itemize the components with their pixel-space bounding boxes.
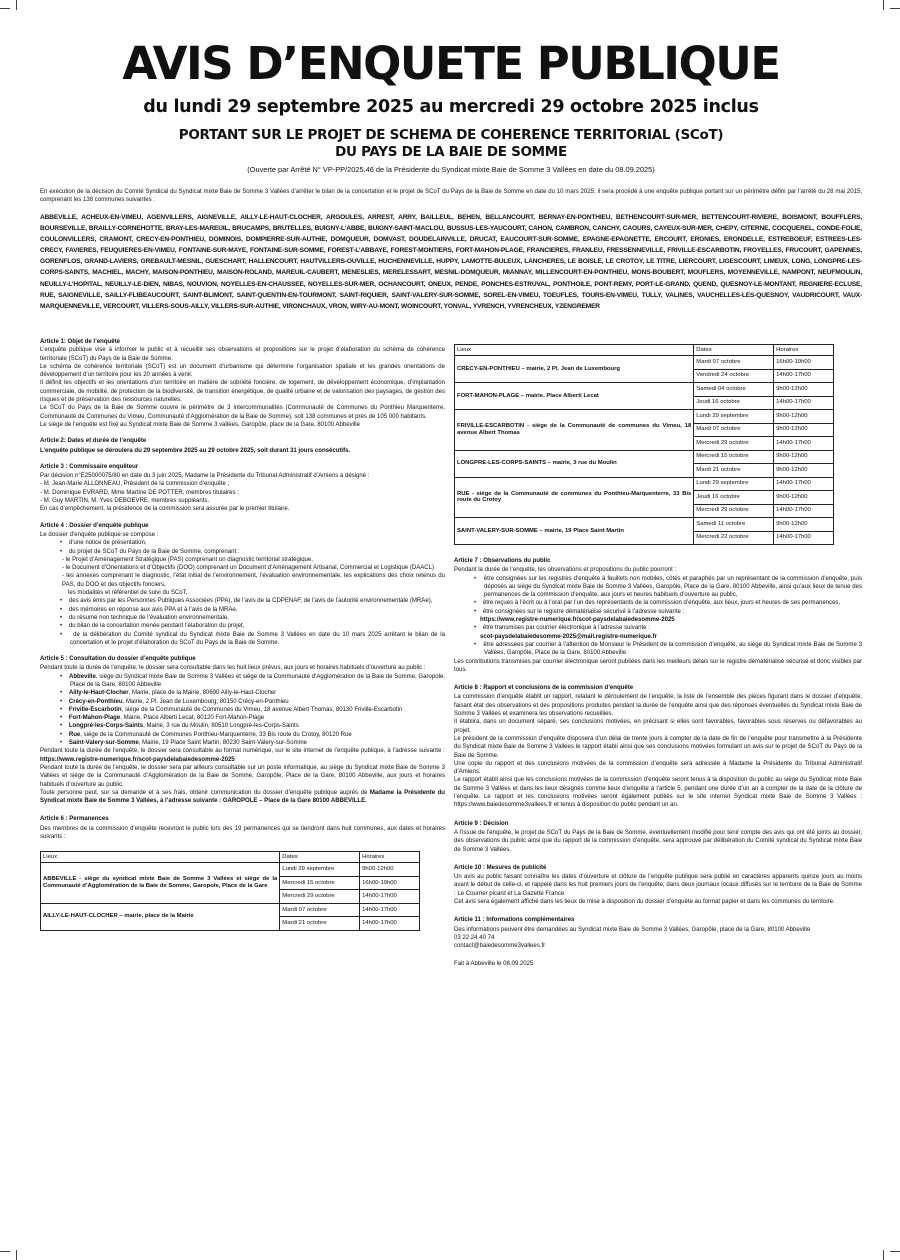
header-dates: Dates	[280, 852, 360, 863]
date-cell: Samedi 11 octobre	[694, 518, 774, 532]
lieu-cell: ABBEVILLE - siège du syndicat mixte Baie de Somme 3 Vallées et siège de la Communauté d’Agglomération de la Baie de Somme, Garopole, Place de la Gare	[41, 863, 280, 904]
date-cell: Mardi 07 octobre	[280, 903, 360, 917]
article-1-p1: L’enquête publique vise à informer le public et à recueillir ses observations et propositions sur le projet d’élaboration du schéma de cohérence territoriale (SCoT) du Pays de la Baie de Somme.	[40, 347, 445, 362]
list-item: • Fort-Mahon-Plage, Mairie, Place Alberti Lecat, 80120 Fort-Mahon-Plage	[60, 715, 265, 722]
table-row	[455, 450, 834, 464]
right-column	[454, 344, 862, 969]
article-1-p5: Le siège de l’enquête est fixé au Syndicat mixte Baie de Somme 3 vallées, Garopôle, place de la Gare, 80100 Abbeville	[40, 421, 361, 428]
list-item: • être reçues à l’écrit ou à l’oral par l’un des représentants de la commission d’enquête, aux lieux, jours et heures de ses permanences,	[474, 600, 841, 607]
horaire-cell: 14h00-17h00	[774, 531, 834, 545]
article-3-p2: - M. Jean-Marie ALLONNEAU, Président de la commission d’enquête ;	[40, 481, 230, 488]
article-3-p5: En cas d’empêchement, la présidence de la commission sera assurée par le premier titulaire.	[40, 506, 290, 513]
horaire-cell: 9h00-12h00	[774, 423, 834, 437]
horaire-cell: 14h00-17h00	[774, 437, 834, 451]
horaire-cell: 9h00-12h00	[774, 383, 834, 397]
list-item: • Friville-Escarbotin, siège de la Communauté de Communes du Vimeu, 18 avenue Albert Thomas, 80130 Friville-Escarbotin	[60, 706, 403, 713]
date-cell: Lundi 29 septembre	[694, 410, 774, 424]
date-cell: Vendredi 24 octobre	[694, 369, 774, 383]
date-cell: Mercredi 22 octobre	[694, 531, 774, 545]
date-cell: Mardi 21 octobre	[694, 464, 774, 478]
article-3-p1: Par décision n°E25000075/80 en date du 3 juin 2025, Madame la Présidente du Tribunal Administratif d’Amiens a désigné :	[40, 473, 370, 480]
communes-list: ABBEVILLE, ACHEUX-EN-VIMEU, AGENVILLERS, AIGNEVILLE, AILLY-LE-HAUT-CLOCHER, ARGOULES, ARREST, ARRY, BAILLEUL, BEHEN, BELLANCOURT, BERNAY-EN-PONTHIEU, BETHENCOURT-SUR-MER, BETTENCOURT-RIVIERE, BOISMONT, BOUFFLERS, BOURSEVILLE, BRAILLY-CORNEHOTTE, BRAY-LES-MAREUIL, BRUCAMPS, BRUTELLES, BUIGNY-L’ABBE, BUIGNY-SAINT-MACLOU, BUSSUS-LES-YAUCOURT, CAHON, CAMBRON, CANCHY, CAOURS, CAYEUX-SUR-MER, CHEPY, CITERNE, COCQUEREL, CONDE-FOLIE, COULONVILLERS, CRAMONT, CRECY-EN-PONTHIEU, DOMINOIS, DOMPIERRE-SUR-AUTHIE, DOMQUEUR, DOMVAST, DOUDELAINVILLE, DRUCAT, EAUCOURT-SUR-SOMME, EPAGNE-EPAGNETTE, ERCOURT, ERGNIES, ERONDELLE, ESTREBOEUF, ESTREES-LES-CRECY, FAVIERES, FEUQUIERES-EN-VIMEU, FONTAINE-SUR-MAYE, FONTAINE-SUR-SOMME, FOREST-L’ABBAYE, FOREST-MONTIERS, FORT-MAHON-PLAGE, FRANCIERES, FRANLEU, FRESSENNEVILLE, FRIVILLE-ESCARBOTIN, FROYELLES, FRUCOURT, GAPENNES, GORENFLOS, GRAND-LAVIERS, GREBAULT-MESNIL, GUESCHART, HALLENCOURT, HAUTVILLERS-OUVILLE, HUCHENNEVILLE, HUPPY, LAMOTTE-BULEUX, LANCHERES, LE BOISLE, LE CROTOY, LE TITRE, LIERCOURT, LIGESCOURT, LIMEUX, LONG, LONGPRE-LES-CORPS-SAINTS, MACHIEL, MACHY, MAISON-PONTHIEU, MAISON-ROLAND, MAREUIL-CAUBERT, MENESLIES, MERELESSART, MESNIL-DOMQUEUR, MIANNAY, MILLENCOURT-EN-PONTHIEU, MONS-BOUBERT, MOUFLERS, MOYENNEVILLE, NAMPONT, NEUFMOULIN, NEUILLY-L’HOPITAL, NEUILLY-LE-DIEN, NIBAS, NOUVION, NOYELLES-EN-CHAUSSEE, NOYELLES-SUR-MER, OCHANCOURT, ONEUX, PENDE, PONCHES-ESTRUVAL, PONTHOILE, PONT-REMY, PORT-LE-GRAND, QUEND, QUESNOY-LE-MONTANT, REGNIERE-ECLUSE, RUE, SAIGNEVILLE, SAILLY-FLIBEAUCOURT, SAINT-BLIMONT, SAINT-QUENTIN-EN-TOURMONT, SAINT-RIQUIER, SAINT-VALERY-SUR-SOMME, SOREL-EN-VIMEU, TOEUFLES, TOURS-EN-VIMEU, TULLY, VALINES, VAUCHELLES-LES-QUESNOY, VAUDRICOURT, VAUX-MARQUENNEVILLE, VERCOURT, VILLERS-SOUS-AILLY, VILLERS-SUR-AUTHIE, VIRONCHAUX, VRON, WIRY-AU-MONT, WOINCOURT, YONVAL, YVRENCH, YVRENCHEUX, YZENGREMER	[40, 214, 862, 310]
article-10-p1: Un avis au public faisant connaître les dates d’ouverture et clôture de l’enquête publique sera publié en caractères apparents quinze jours au moins avant le début de celle-ci, et rappelé dans les huit premiers jours de l’enquête, dans deux journaux locaux diffusés sur le territoire de la Baie de Somme : Le Courrier picard et La Gazette France	[454, 874, 862, 897]
horaire-cell: 14h00-17h00	[360, 890, 420, 904]
list-item: • être consignées sur les registres d’enquête à feuillets non mobiles, côtés et paraphés par un représentant de la commission d’enquête, puis déposés au siège du Syndicat mixte Baie de Somme 3 Vallées, Garopôle, Place de la Gare, 80100 Abbeville, ainsi qu’aux lieux de tenue des permanences de la commission d’enquête, aux jours et heures habituels d’ouverture au public,	[474, 575, 862, 599]
article-6-p1: Des membres de la commission d’enquête recevront le public lors des 19 permanences qui se tiendront dans huit communes, aux dates et horaires suivants :	[40, 825, 445, 841]
article-8-p4: Une copie du rapport et des conclusions motivées de la commission d’enquête sera adressée à Madame la Présidente du Tribunal Administratif d’Amiens.	[454, 760, 862, 776]
table-row	[455, 356, 834, 370]
crop-mark	[883, 1250, 884, 1260]
date-cell: Mercredi 15 octobre	[280, 876, 360, 890]
lieu-cell: LONGPRE-LES-CORPS-SAINTS – mairie, 3 rue du Moulin	[455, 450, 694, 477]
article-4-p1: Le dossier d’enquête publique se compose :	[40, 531, 159, 538]
horaire-cell: 14h00-17h00	[774, 477, 834, 491]
header-lieux: Lieux	[41, 852, 280, 863]
article-2-p1: L’enquête publique se déroulera du 29 septembre 2025 au 29 octobre 2025, soit durant 31 jours consécutifs.	[40, 447, 351, 454]
list-item: • être transmises par courrier électronique à l’adresse suivante :	[474, 625, 650, 632]
sub-item: - le Projet d’Aménagement Stratégique (PAS) comprenant un diagnostic territorial stratégique,	[62, 556, 313, 563]
date-cell: Mardi 21 octobre	[280, 917, 360, 931]
table-row	[455, 383, 834, 397]
list-item: • du résumé non technique de l’évaluation environnementale,	[60, 614, 229, 621]
list-item: • du projet de SCoT du Pays de la Baie de Somme, comprenant :	[60, 548, 240, 555]
article-8-p3: Le président de la commission d’enquête disposera d’un délai de trente jours à compter de la date de fin de l’enquête pour transmettre à la Présidente du Syndicat mixte Baie de Somme 3 Vallées le rapport établi ainsi que ses conclusions motivées formulant un avis sur le projet de SCoT du Pays de la Baie de Somme.	[454, 735, 862, 759]
article-7-title: Article 7 : Observations du public	[454, 558, 551, 564]
article-11-phone: 03 22 24 40 74	[454, 934, 495, 941]
arrete-reference: (Ouverte par Arrêté N° VP-PP/2025.46 de la Présidente du Syndicat mixte Baie de Somme 3 Vallées en date du 08.09.2025)	[247, 165, 655, 174]
article-5-p1: Pendant toute la durée de l’enquête, le dossier sera consultable dans les huit lieux prévus, aux jours et horaires habituels d’ouverture au public :	[40, 665, 426, 672]
lieu-cell: FRIVILLE-ESCARBOTIN - siège de la Communauté de communes du Vimeu, 18 avenue Albert Thomas	[455, 410, 694, 451]
list-item: • Abbeville, siège du Syndicat mixte Baie de Somme 3 Vallées et siège de la Communauté d’Agglomération de la Baie de Somme, Garopole, Place de la Gare, 80100 Abbeville	[60, 673, 445, 688]
notice-page	[40, 0, 862, 1260]
sub-item: les modalités et référentiel de suivi du SCoT,	[68, 590, 188, 597]
page-subtitle: du lundi 29 septembre 2025 au mercredi 29 octobre 2025 inclus	[143, 97, 759, 117]
article-7-p1: Pendant la durée de l’enquête, les observations et propositions du public pourront :	[454, 567, 677, 574]
horaire-cell: 9h00-12h00	[774, 464, 834, 478]
header-horaires: Horaires	[774, 345, 834, 356]
header-horaires: Horaires	[360, 852, 420, 863]
crop-mark	[16, 0, 17, 10]
article-5-p4: Toute personne peut, sur sa demande et à ses frais, obtenir communication du dossier d’enquête publique auprès de Madame la Présidente du Syndicat mixte Baie de Somme 3 Vallées, à l’adresse suivante : GAROPOLE – Place de la Gare 80100 ABBEVILLE.	[40, 789, 445, 805]
date-cell: Jeudi 16 octobre	[694, 396, 774, 410]
lieu-cell: SAINT-VALERY-SUR-SOMME – mairie, 19 Place Saint Martin	[455, 518, 694, 545]
header-lieux: Lieux	[455, 345, 694, 356]
horaire-cell: 16h00-19h00	[360, 876, 420, 890]
article-11-p1: Des informations peuvent être demandées au Syndicat mixte Baie de Somme 3 Vallées, Garopôle, place de la Gare, 80100 Abbeville	[454, 926, 811, 933]
email-link[interactable]: scot-paysdelabaiedesomme-2025@mail.registre-numerique.fr	[480, 633, 657, 640]
date-cell: Mardi 07 octobre	[694, 423, 774, 437]
lieu-cell: FORT-MAHON-PLAGE – mairie, Place Alberti Lecat	[455, 383, 694, 410]
project-heading-line2: DU PAYS DE LA BAIE DE SOMME	[335, 144, 567, 160]
lieu-cell: AILLY-LE-HAUT-CLOCHER – mairie, place de la Mairie	[41, 903, 280, 930]
date-cell: Mercredi 29 octobre	[694, 504, 774, 518]
article-8-title: Article 8 : Rapport et conclusions de la commission d’enquête	[454, 685, 634, 692]
article-1-p4: Le SCoT du Pays de la Baie de Somme couvre le périmètre de 3 intercommunalités (Communauté de Communes du Ponthieu Marquenterre, Communauté de Communes du Vimeu, Communauté d’Agglomération de la Baie de Somme), soit 138 communes et près de 105 000 habitants.	[40, 405, 445, 420]
article-10-title: Article 10 : Mesures de publicité	[454, 864, 547, 871]
header-dates: Dates	[694, 345, 774, 356]
date-cell: Samedi 04 octobre	[694, 383, 774, 397]
project-heading	[40, 127, 862, 161]
table-header-row	[41, 852, 420, 863]
crop-mark	[890, 8, 900, 9]
article-8-p5: Le rapport établi ainsi que les conclusions motivées de la commission d’enquête seront tenus à la disposition du public au siège du Syndicat mixte Baie de Somme 3 Vallées et dans les lieux désignés comme lieux d’enquête à l’article 5, pendant une durée d’un an à compter de la date de la clôture de l’enquête. Le rapport et les conclusions motivées seront également publiés sur le site internet Syndicat mixte Baie de Somme 3 Vallées : https://www.baiedesomme3vallees.fr et tenus à disposition du public pendant un an.	[454, 777, 862, 809]
article-9-p1: A l’issue de l’enquête, le projet de SCoT du Pays de la Baie de Somme, éventuellement modifié pour tenir compte des avis qui ont été joints au dossier, des observations du public ainsi que du rapport de la commission d’enquête, sera approuvé par délibération du Comité syndical du Syndicat mixte Baie de Somme 3 Vallées.	[454, 829, 862, 853]
article-11-title: Article 11 : Informations complémentaires	[454, 917, 575, 924]
article-10-p2: Cet avis sera également affiché dans les lieux de mise à disposition du dossier d’enquête au format papier et dans les communes du territoire.	[454, 898, 835, 905]
horaire-cell: 9h00-12h00	[774, 450, 834, 464]
article-4-title: Article 4 : Dossier d’enquête publique	[40, 522, 149, 529]
page-title: AVIS D’ENQUETE PUBLIQUE	[122, 37, 780, 90]
date-cell: Mercredi 29 octobre	[280, 890, 360, 904]
article-6-title: Article 6 : Permanences	[40, 816, 109, 823]
left-column	[40, 338, 445, 931]
list-item: • de la délibération du Comité syndical du Syndicat mixte Baie de Somme 3 Vallées en date du 10 mars 2025 arrêtant le bilan de la concertation et le projet d’élaboration du SCoT du Pays de la Baie de Somme.	[60, 631, 446, 646]
article-1-title: Article 1: Objet de l’enquête	[40, 339, 120, 345]
horaire-cell: 14h00-17h00	[774, 369, 834, 383]
table-row	[41, 903, 420, 917]
list-item: • être consignées sur le registre dématérialisé sécurisé à l’adresse suivante :	[474, 608, 685, 615]
crop-mark	[890, 1251, 900, 1252]
signature-line: Fait à Abbeville le 08.09.2025	[454, 961, 534, 968]
article-5-title: Article 5 : Consultation du dossier d’enquête publique	[40, 656, 196, 663]
article-7-p2: Les contributions transmises par courrier électronique seront publiées dans les meilleurs délais sur le registre dématérialisé sécurisé et donc visibles par tous.	[454, 658, 862, 673]
project-heading-line1: PORTANT SUR LE PROJET DE SCHEMA DE COHERENCE TERRITORIAL (SCoT)	[178, 127, 724, 143]
horaire-cell: 9h00-12h00	[774, 491, 834, 505]
table-row	[455, 518, 834, 532]
sub-item: - les annexes comprenant le diagnostic, l’état initial de l’environnement, l’évaluation environnementale, les explications des choix retenus du PAS, du DOO et des objectifs fonciers,	[62, 573, 445, 588]
list-item: • Ailly-le-Haut-Clocher, Mairie, place de la Mairie, 80690 Ailly-le-Haut-Clocher	[60, 690, 277, 697]
horaire-cell: 16h00-19h00	[774, 356, 834, 370]
date-cell: Lundi 29 septembre	[280, 863, 360, 877]
date-cell: Mardi 07 octobre	[694, 356, 774, 370]
article-1-p3: Il définit les objectifs et les orientations d’un territoire en matière de sobriété foncière, de logement, de développement économique, d’implantation commerciale, de mobilité, de protection de la biodiversité, de transition énergétique, de qualité urbaine et de valorisation des paysages, de gestion des risques et de préservation des ressources naturelles.	[40, 380, 445, 404]
article-2-title: Article 2: Dates et durée de l’enquête	[40, 438, 147, 445]
article-3-p3: - M. Dominique EVRARD, Mme Martine DE POTTER, membres titulaires ;	[40, 489, 239, 496]
registre-link[interactable]: https://www.registre-numerique.fr/scot-paysdelabaiedesomme-2025	[40, 756, 235, 763]
table-row	[41, 863, 420, 877]
list-item: • Rue, siège de la Communauté de Communes Ponthieu-Marquenterre, 33 Bis route du Crotoy, 80120 Rue	[60, 731, 352, 738]
table-header-row	[455, 345, 834, 356]
registre-link[interactable]: https://www.registre-numerique.fr/scot-paysdelabaiedesomme-2025	[480, 617, 675, 624]
horaire-cell: 9h00-12h00	[360, 863, 420, 877]
permanences-table	[40, 851, 420, 931]
list-item: • d’une notice de présentation,	[60, 540, 147, 547]
article-3-title: Article 3 : Commissaire enquêteur	[40, 463, 139, 470]
sub-item: - le Document d’Orientations et d’Objectifs (DOO) comprenant un Document d’Aménagement Artisanal, Commercial et Logistique (DAACL)	[62, 565, 435, 572]
horaire-cell: 14h00-17h00	[774, 504, 834, 518]
article-11-email[interactable]: contact@baiedesomme3vallees.fr	[454, 943, 546, 950]
intro-paragraph: En exécution de la décision du Comité Syndical du Syndicat mixte Baie de Somme 3 Vallées d’arrêter le bilan de la concertation et le projet de SCoT du Pays de la Baie de Somme en date du 10 mars 2025, il sera procédé à une enquête publique portant sur un périmètre défini par l’arrêté du 28 mai 2015, comprenant les 138 communes suivantes :	[40, 189, 862, 204]
article-1-p2: Le schéma de cohérence territoriale (SCoT) est un document d’urbanisme qui détermine l’organisation spatiale et les grandes orientations de développement d’un territoire pour les 20 années à venir.	[40, 363, 445, 379]
list-item: • être adressées par courrier à l’attention de Monsieur le Président de la commission d’enquête, au siège du Syndicat mixte Baie de Somme 3 Vallées, Garopôle, Place de la Gare, 80100 Abbeville	[474, 641, 862, 657]
horaire-cell: 14h00-17h00	[360, 917, 420, 931]
crop-mark	[883, 0, 884, 10]
table-row	[455, 477, 834, 491]
crop-mark	[16, 1250, 17, 1260]
list-item: • Longpré-les-Corps-Saints, Mairie, 3 rue du Moulin, 80510 Longpré-les-Corps-Saints	[60, 723, 299, 730]
article-8-p2: Il établira, dans un document séparé, ses conclusions motivées, en précisant si elles sont favorables, favorables sous réserves ou défavorables au projet.	[454, 719, 862, 734]
lieu-cell: RUE - siège de la Communauté de communes du Ponthieu-Marquenterre, 33 Bis route du Crotoy	[455, 477, 694, 518]
permanences-table	[454, 344, 834, 545]
article-9-title: Article 9 : Décision	[454, 820, 509, 827]
horaire-cell: 14h00-17h00	[774, 396, 834, 410]
lieu-cell: CRECY-EN-PONTHIEU – mairie, 2 Pl. Jean de Luxembourg	[455, 356, 694, 383]
list-item: • Crécy-en-Ponthieu, Mairie, 2 Pl. Jean de Luxembourg, 80150 Crécy-en-Ponthieu	[60, 698, 289, 705]
article-5-p2: Pendant toute la durée de l’enquête, le dossier sera consultable au format numérique, sur le site internet de l’enquête publique, à l’adresse suivante : https://www.registre-numerique.fr/scot-paysdelabaiedesomme-2025	[40, 748, 445, 763]
table-row	[455, 410, 834, 424]
list-item: • des mémoires en réponse aux avis PPA et à l’avis de la MRAe,	[60, 606, 238, 613]
article-5-p3: Pendant toute la durée de l’enquête, le dossier sera par ailleurs consultable sur un poste informatique, au siège du Syndicat mixte Baie de Somme 3 Vallées et siège de la Communauté d’Agglomération de la Baie de Somme, Garopôle, Place de la Gare, 80100 Abbeville, aux jours et horaires habituels d’ouverture au public.	[40, 764, 445, 788]
horaire-cell: 14h00-17h00	[360, 903, 420, 917]
list-item: • Saint-Valery-sur-Somme, Mairie, 19 Place Saint Martin, 80230 Saint-Valery-sur-Somme	[60, 740, 308, 747]
article-8-p1: La commission d’enquête établit un rapport, relatant le déroulement de l’enquête, la liste de l’ensemble des pièces figurant dans le dossier d’enquête, faisant état des observations et des propositions produites pendant la durée de l’enquête ainsi que des réponses éventuelles du Syndicat mixte Baie de Somme 3 Vallées et examinera les observations recueillies.	[454, 694, 862, 718]
date-cell: Jeudi 16 octobre	[694, 491, 774, 505]
date-cell: Mercredi 15 octobre	[694, 450, 774, 464]
crop-mark	[0, 8, 10, 9]
horaire-cell: 9h00-12h00	[774, 410, 834, 424]
crop-mark	[0, 1251, 10, 1252]
list-item: • du bilan de la concertation menée pendant l’élaboration du projet,	[60, 623, 245, 630]
horaire-cell: 9h00-12h00	[774, 518, 834, 532]
list-item: • des avis émis par les Personnes Publiques Associées (PPA), de l’avis de la CDPENAF, de l’avis de l’autorité environnementale (MRAe),	[60, 598, 433, 605]
date-cell: Mercredi 29 octobre	[694, 437, 774, 451]
article-3-p4: - M. Guy MARTIN, M. Yves DEBOEVRE, membres suppléants.	[40, 498, 210, 505]
date-cell: Lundi 29 septembre	[694, 477, 774, 491]
